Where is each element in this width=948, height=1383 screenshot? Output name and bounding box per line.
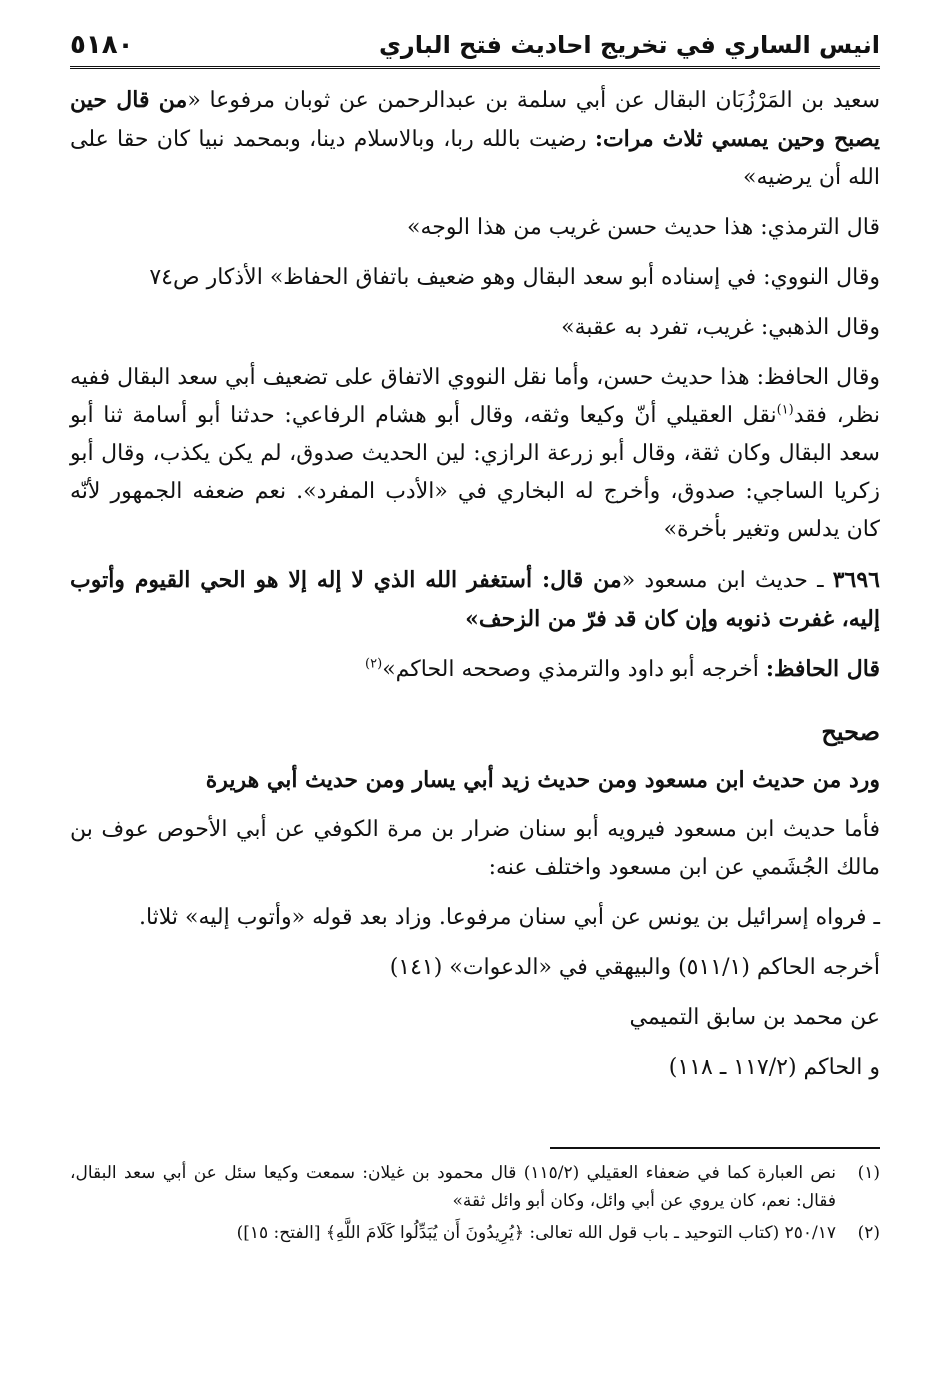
running-title: انيس الساري في تخريج احاديث فتح الباري <box>378 31 880 59</box>
p5-text-a: وقال الحافظ: هذا حديث حسن، وأما نقل النووي الاتفاق على تضعيف أبي سعد البقال ففيه نظر، فقد <box>70 365 880 428</box>
paragraph-1 <box>70 81 880 197</box>
footnote-mark-2[interactable]: (٢) <box>365 656 383 672</box>
hadith-entry <box>70 561 880 638</box>
paragraph-ibn-masud: فأما حديث ابن مسعود فيرويه أبو سنان ضرار بن مرة الكوفي عن أبي الأحوص عوف بن مالك الجُشَمي عن ابن مسعود واختلف عنه: <box>70 817 880 880</box>
p1-text-a: سعيد بن المَرْزُبَان البقال عن أبي سلمة بن عبدالرحمن عن ثوبان مرفوعا « <box>187 88 881 113</box>
main-text <box>70 81 880 1247</box>
footnote-number: (١) <box>857 1163 880 1183</box>
p1-text-b: رضيت بالله ربا، وبالاسلام دينا، وبمحمد نبيا كان حقا على الله أن يرضيه» <box>70 127 880 190</box>
p1-hadith-bold: من قال حين يصبح وحين يمسي ثلاث مرات: <box>70 87 881 152</box>
hadith-text: من قال: أستغفر الله الذي لا إله إلا هو الحي القيوم وأتوب إليه، غفرت ذنوبه وإن كان قد فرّ من الزحف» <box>70 567 880 632</box>
paragraph-dhahabi: وقال الذهبي: غريب، تفرد به عقبة» <box>561 315 880 340</box>
paragraph-tirmidhi: قال الترمذي: هذا حديث حسن غريب من هذا الوجه» <box>406 215 880 240</box>
p5-text-b: نقل العقيلي أنّ وكيعا وثقه، وقال أبو هشام الرفاعي: حدثنا أبو أسامة ثنا أبو سعد البقال وكان ثقة، وقال أبو زرعة الرازي: لين الحديث صدوق، لم يكن يكذب، وقال أبو زكريا الساجي: صدوق، وأخرج له البخاري في «الأدب المفرد». نعم ضعفه الجمهور لأنّه كان يدلس وتغير بأخرة» <box>70 403 880 542</box>
running-header <box>70 30 880 69</box>
paragraph-israil: ـ فرواه إسرائيل بن يونس عن أبي سنان مرفوعا. وزاد بعد قوله «وأتوب إليه» ثلاثا. <box>138 905 880 930</box>
footnote-text: ٢٥٠/١٧ (كتاب التوحيد ـ باب قول الله تعالى: ﴿يُرِيدُونَ أَن يُبَدِّلُوا كَلَامَ اللَّهِ﴾ [الفتح: ١٥]) <box>236 1223 836 1243</box>
footnote-divider <box>550 1147 880 1149</box>
hafiz-verdict <box>70 650 880 689</box>
section-title: صحيح <box>821 717 880 746</box>
section-subtitle: ورد من حديث ابن مسعود ومن حديث زيد أبي يسار ومن حديث أبي هريرة <box>205 767 880 793</box>
hadith-number: ٣٦٩٦ <box>832 567 880 593</box>
footnotes <box>70 1159 880 1247</box>
footnote-2 <box>70 1219 880 1247</box>
paragraph-nawawi: وقال النووي: في إسناده أبو سعد البقال وهو ضعيف باتفاق الحفاظ» الأذكار ص٧٤ <box>149 265 880 290</box>
footnote-1 <box>70 1159 880 1215</box>
paragraph-hafiz <box>70 359 880 549</box>
footnote-number: (٢) <box>857 1223 880 1243</box>
footnote-mark-1[interactable]: (١) <box>776 402 794 418</box>
paragraph-hakim: أخرجه الحاكم (٥١١/١) والبيهقي في «الدعوات» (١٤١) <box>389 955 880 980</box>
paragraph-hakim-2: و الحاكم (١١٧/٢ ـ ١١٨) <box>668 1055 880 1080</box>
page-number: ٥١٨٠ <box>70 30 134 60</box>
paragraph-ibn-sabiq: عن محمد بن سابق التميمي <box>629 1005 880 1030</box>
hafiz-label: قال الحافظ: <box>765 656 880 682</box>
footnote-text: نص العبارة كما في ضعفاء العقيلي (١١٥/٢) قال محمود بن غيلان: سمعت وكيعا سئل عن أبي سعد البقال، فقال: نعم، كان يروي عن أبي وائل، وكان أبو وائل ثقة» <box>70 1163 836 1211</box>
hadith-lead: ـ حديث ابن مسعود « <box>621 568 833 593</box>
hafiz-text: أخرجه أبو داود والترمذي وصححه الحاكم» <box>382 657 766 682</box>
